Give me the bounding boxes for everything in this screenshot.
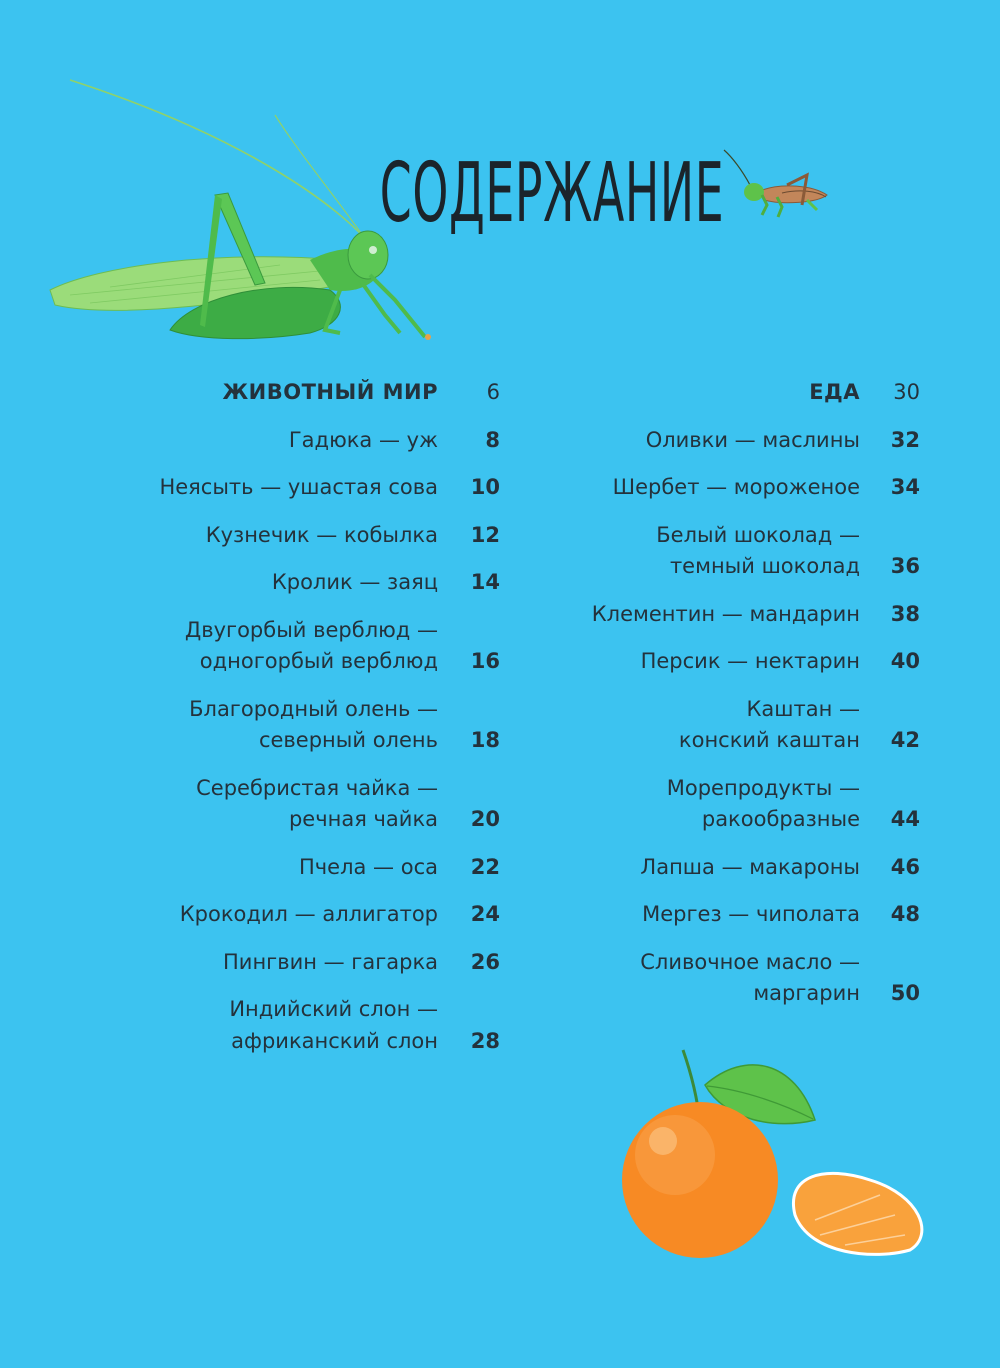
toc-entry[interactable] (540, 852, 920, 884)
toc-entry[interactable] (540, 773, 920, 836)
toc-entry-title-line1: Двугорбый верблюд — (184, 617, 438, 642)
toc-entry-title: Оливки — маслины (645, 427, 860, 452)
toc-entry-title-line1: Белый шоколад — (656, 522, 860, 547)
toc-section-heading[interactable] (540, 377, 920, 409)
toc-page-number: 8 (485, 427, 500, 452)
toc-entry-title-line1: Серебристая чайка — (196, 775, 438, 800)
toc-page-number: 28 (470, 1028, 500, 1053)
toc-animals-column (100, 377, 500, 1057)
toc-page-number: 10 (470, 475, 500, 499)
toc-page-number: 32 (890, 427, 920, 452)
toc-entry-title: Кузнечик — кобылка (205, 522, 438, 547)
toc-entry-title: Клементин — мандарин (591, 601, 860, 626)
toc-page-number: 38 (890, 601, 920, 626)
toc-page-number: 42 (890, 728, 920, 752)
toc-entry-title-line2: маргарин (753, 981, 860, 1005)
toc-page-number: 50 (890, 981, 920, 1005)
toc-entry-title: Лапша — макароны (640, 854, 860, 879)
toc-entry-title: Кролик — заяц (271, 570, 438, 594)
toc-entry[interactable] (100, 425, 500, 457)
toc-entry-title-line2: речная чайка (288, 807, 438, 831)
toc-food-column (540, 377, 920, 1010)
toc-entry-title-line2: конский каштан (678, 728, 860, 752)
toc-entry[interactable] (100, 947, 500, 979)
toc-entry-title: Неясыть — ушастая сова (159, 475, 438, 499)
toc-page-number: 36 (890, 554, 920, 578)
toc-entry-title-line1: Благородный олень — (189, 696, 438, 721)
toc-entry[interactable] (540, 694, 920, 757)
toc-page-number: 22 (470, 854, 500, 879)
toc-entry[interactable] (540, 646, 920, 678)
toc-entry-title-line2: ракообразные (701, 807, 860, 831)
toc-entry-title-line2: северный олень (258, 728, 438, 752)
small-grasshopper-illustration (722, 145, 832, 220)
toc-page-number: 24 (470, 902, 500, 926)
toc-entry[interactable] (540, 520, 920, 583)
toc-entry-title-line2: африканский слон (231, 1028, 438, 1053)
toc-entry-title: Шербет — мороженое (612, 475, 860, 499)
toc-entry[interactable] (100, 567, 500, 599)
toc-page-number: 12 (470, 522, 500, 547)
toc-entry-title: Мергез — чиполата (642, 902, 860, 926)
toc-entry-title-line1: Каштан — (746, 696, 860, 721)
toc-entry[interactable] (100, 615, 500, 678)
toc-entry[interactable] (100, 994, 500, 1057)
toc-entry[interactable] (540, 599, 920, 631)
toc-entry[interactable] (100, 472, 500, 504)
toc-entry-title-line2: темный шоколад (669, 554, 860, 578)
toc-page-number: 20 (470, 807, 500, 831)
toc-page-number: 44 (890, 807, 920, 831)
toc-entry-title-line1: Индийский слон — (229, 997, 438, 1021)
toc-entry-title-line1: Морепродукты — (666, 775, 860, 800)
toc-entry-title: Гадюка — уж (288, 427, 438, 452)
toc-page-number: 14 (470, 570, 500, 594)
toc-entry-title: Крокодил — аллигатор (179, 902, 438, 926)
toc-entry[interactable] (100, 852, 500, 884)
toc-page-number: 46 (890, 854, 920, 879)
toc-entry-title-line1: Сливочное масло — (640, 949, 860, 974)
toc-page-number: 26 (470, 949, 500, 974)
toc-page-number: 6 (486, 380, 500, 404)
toc-entry[interactable] (100, 899, 500, 931)
toc-entry[interactable] (540, 899, 920, 931)
toc-page-number: 34 (890, 475, 920, 499)
toc-page-number: 40 (890, 649, 920, 673)
toc-section-heading[interactable] (100, 377, 500, 409)
toc-page-number: 48 (890, 902, 920, 926)
toc-entry-title: Персик — нектарин (640, 649, 860, 673)
toc-entry[interactable] (540, 472, 920, 504)
toc-entry-title: Пчела — оса (298, 854, 438, 879)
toc-page-number: 30 (893, 380, 920, 404)
toc-entry[interactable] (100, 520, 500, 552)
toc-page-number: 18 (470, 728, 500, 752)
toc-entry-title: ЖИВОТНЫЙ МИР (222, 380, 438, 404)
toc-entry[interactable] (540, 425, 920, 457)
toc-page-number: 16 (470, 649, 500, 673)
toc-entry[interactable] (100, 694, 500, 757)
bush-cricket-illustration (40, 75, 450, 350)
toc-entry-title-line2: одногорбый верблюд (199, 649, 438, 673)
toc-entry[interactable] (540, 947, 920, 1010)
toc-entry-title: Пингвин — гагарка (223, 949, 438, 974)
toc-entry-title: ЕДА (809, 380, 860, 404)
page-title: СОДЕРЖАНИЕ (379, 145, 725, 241)
clementine-illustration (615, 1045, 930, 1265)
toc-entry[interactable] (100, 773, 500, 836)
